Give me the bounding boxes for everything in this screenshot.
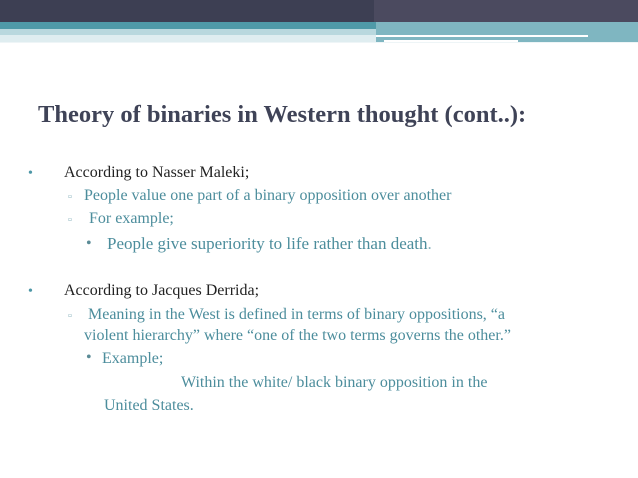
slide-title: Theory of binaries in Western thought (cont..):	[38, 101, 527, 128]
point1-sub1: People value one part of a binary opposition over another	[84, 187, 452, 204]
header-line-1	[376, 35, 588, 37]
point1-sub2-child-period: .	[427, 234, 432, 253]
point1-sub2-child	[107, 234, 432, 254]
header-band-dark-right	[374, 0, 638, 22]
bullet-level2: ▫	[68, 191, 72, 203]
bullet-level3: •	[86, 235, 92, 252]
header-line-3	[0, 42, 638, 43]
point2-sub1-child: Example;	[102, 350, 164, 367]
bullet-level2: ▫	[68, 214, 72, 226]
point2-sub1-line2: violent hierarchy” where “one of the two terms governs the other.”	[84, 327, 511, 344]
bullet-level1: •	[28, 166, 33, 181]
example-line1: Within the white/ black binary opposition in the	[181, 374, 488, 391]
bullet-level2: ▫	[68, 310, 72, 322]
bullet-level3: •	[86, 349, 92, 366]
point1-text: According to Nasser Maleki;	[64, 164, 250, 181]
header-band-block	[376, 22, 638, 42]
example-line2: United States.	[104, 397, 194, 414]
bullet-level1: •	[28, 284, 33, 299]
point1-sub2: For example;	[89, 210, 174, 227]
point2-sub1-line1: Meaning in the West is defined in terms of binary oppositions, “a	[88, 306, 506, 323]
point1-sub2-child-text: People give superiority to life rather than death	[107, 234, 428, 253]
point2-text: According to Jacques Derrida;	[64, 282, 260, 299]
